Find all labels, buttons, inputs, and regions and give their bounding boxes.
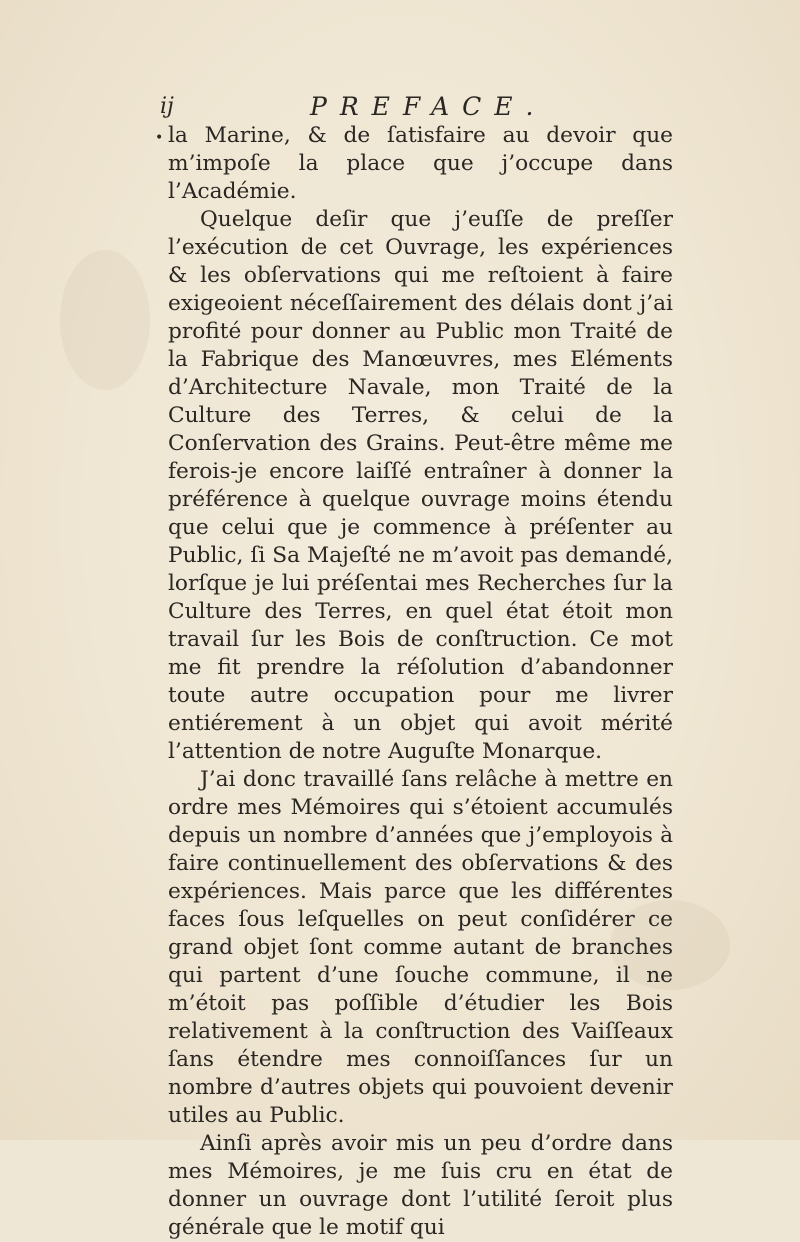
- paragraph: J’ai donc travaillé ſans relâche à mettre en ordre mes Mémoires qui s’étoient accumulés depuis un nombre d’années que j’employois à faire continuellement des obſervations & des expériences. Mais parce que les différentes faces ſous leſquelles on peut conſidérer ce grand objet ſont comme autant de branches qui partent d’une ſouche commune, il ne m’étoit pas poſſible d’étudier les Bois relativement à la conſtruction des Vaiſſeaux ſans étendre mes connoiſſances ſur un nombre d’autres objets qui pouvoient devenir utiles au Public.: [168, 767, 673, 1128]
- paragraph: Ainſi après avoir mis un peu d’ordre dans mes Mémoires, je me ſuis cru en état de donner un ouvrage dont l’utilité ſeroit plus générale que le motif qui: [168, 1131, 673, 1240]
- page-header: [160, 92, 620, 126]
- paragraph: Quelque deſir que j’euſſe de preſſer l’exécution de cet Ouvrage, les expériences & les obſervations qui me reſtoient à faire exigeoient néceſſairement des délais dont j’ai profité pour donner au Public mon Traité de la Fabrique des Manœuvres, mes Eléments d’Architecture Navale, mon Traité de la Culture des Terres, & celui de la Conſervation des Grains. Peut-être même me ferois-je encore laiſſé entraîner à donner la préférence à quelque ouvrage moins étendu que celui que je commence à préſenter au Public, ſi Sa Majeſté ne m’avoit pas demandé, lorſque je lui préſentai mes Recherches ſur la Culture des Terres, en quel état étoit mon travail ſur les Bois de conſtruction. Ce mot me fit prendre la réſolution d’abandonner toute autre occupation pour me livrer entiérement à un objet qui avoit mérité l’attention de notre Auguſte Monarque.: [168, 207, 673, 764]
- bullet-mark: •: [155, 130, 164, 146]
- running-title: PREFACE.: [310, 92, 547, 121]
- paper-stain: [60, 250, 150, 390]
- body-text: [168, 122, 673, 1242]
- page-number: ij: [160, 94, 174, 119]
- paragraph-continued: la Marine, & de ſatisfaire au devoir que m’impoſe la place que j’occupe dans l’Académie.: [168, 123, 673, 204]
